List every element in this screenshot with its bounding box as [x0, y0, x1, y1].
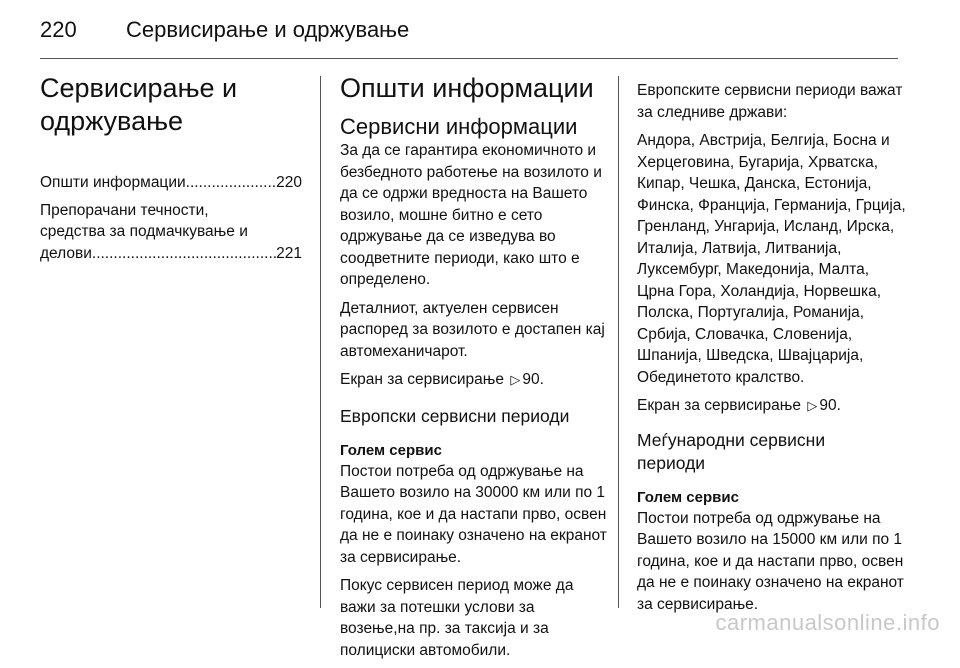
page-number: 220 [40, 17, 77, 42]
toc-entry-label: Општи информации [40, 174, 186, 191]
toc-entry-label: средства за подмачкување и [40, 223, 248, 240]
watermark: carmanualsonline.info [715, 610, 940, 635]
paragraph: Постои потреба од одржување на Вашето возило на 30000 км или по 1 година, кое и да настапи прво, освен да не е поинаку означено на екранот за сервисирање. [340, 462, 607, 566]
paragraph-service-display-ref [340, 369, 608, 391]
column-divider-1 [320, 76, 321, 608]
toc-entry-fluids[interactable] [40, 200, 302, 265]
running-title: Сервисирање и одржување [126, 17, 410, 42]
content-column-1 [340, 68, 608, 668]
paragraph-country-list: Андора, Австрија, Белгија, Босна и Херцеговина, Бугарија, Хрватска, Кипар, Чешка, Данска, Естонија, Финска, Франција, Германија, Грција, Гренланд, Унгарија, Исланд, Ирска, Италија, Латвија, Литванија, Луксембург, Македонија, Малта, Црна Гора, Холандија, Норвешка, Полска, Португалија, Романија, Србија, Словачка, Словенија, Шпанија, Шведска, Швајцарија, Обединетото кралство. [637, 132, 906, 386]
reference-text: Екран за сервисирање [340, 371, 505, 388]
reference-page[interactable]: 90. [522, 371, 544, 388]
reference-arrow-icon[interactable]: ▷ [807, 398, 818, 413]
heading-european-intervals: Европски сервисни периоди [340, 405, 570, 426]
reference-text: Екран за сервисирање [637, 397, 802, 414]
toc-leader [186, 172, 276, 194]
heading-international-intervals [637, 429, 907, 475]
paragraph: За да се гарантира економичното и безбедното работење на возилото и да се одржи вредноста на Вашето возило, мошне битно е сето одржување да се изведува во соодветните периоди, како што е определено. [340, 142, 602, 288]
section-title-line: Сервисирање и [40, 73, 238, 103]
section-title-line: одржување [40, 106, 184, 136]
toc-page: 221 [276, 244, 302, 262]
heading-line: Меѓународни сервисни [637, 429, 826, 450]
page-header [40, 16, 409, 44]
subheading-service-info: Сервисни информации [340, 114, 578, 139]
toc-leader [92, 243, 276, 265]
toc-entry-label: Препорачани течности, [40, 201, 209, 219]
toc-column [40, 68, 302, 270]
reference-arrow-icon[interactable]: ▷ [510, 372, 521, 387]
paragraph: Деталниот, актуелен сервисен распоред за возилото е достапен кај автомеханичарот. [340, 299, 605, 360]
content-column-2 [637, 68, 907, 622]
header-rule [40, 58, 898, 59]
toc-page: 220 [276, 174, 302, 191]
heading-big-service: Голем сервис [637, 488, 739, 506]
paragraph: Покус сервисен период може да важи за потешки услови за возење,на пр. за таксија и за полициски автомобили. [340, 577, 574, 659]
toc-entry-general-info[interactable] [40, 172, 302, 194]
heading-line: периоди [637, 452, 706, 473]
section-title [40, 72, 302, 138]
paragraph-service-display-ref [637, 395, 907, 417]
paragraph: Европските сервисни периоди важат за следниве држави: [637, 82, 903, 121]
paragraph: Постои потреба од одржување на Вашето возило на 15000 км или по 1 година, кое и да настапи прво, освен да не е поинаку означено на екранот за сервисирање. [637, 509, 904, 613]
column-divider-2 [618, 76, 619, 608]
heading-big-service: Голем сервис [340, 441, 442, 459]
reference-page[interactable]: 90. [819, 397, 841, 414]
toc-entry-label: делови [40, 244, 92, 262]
heading-general-info: Општи информации [340, 73, 594, 103]
